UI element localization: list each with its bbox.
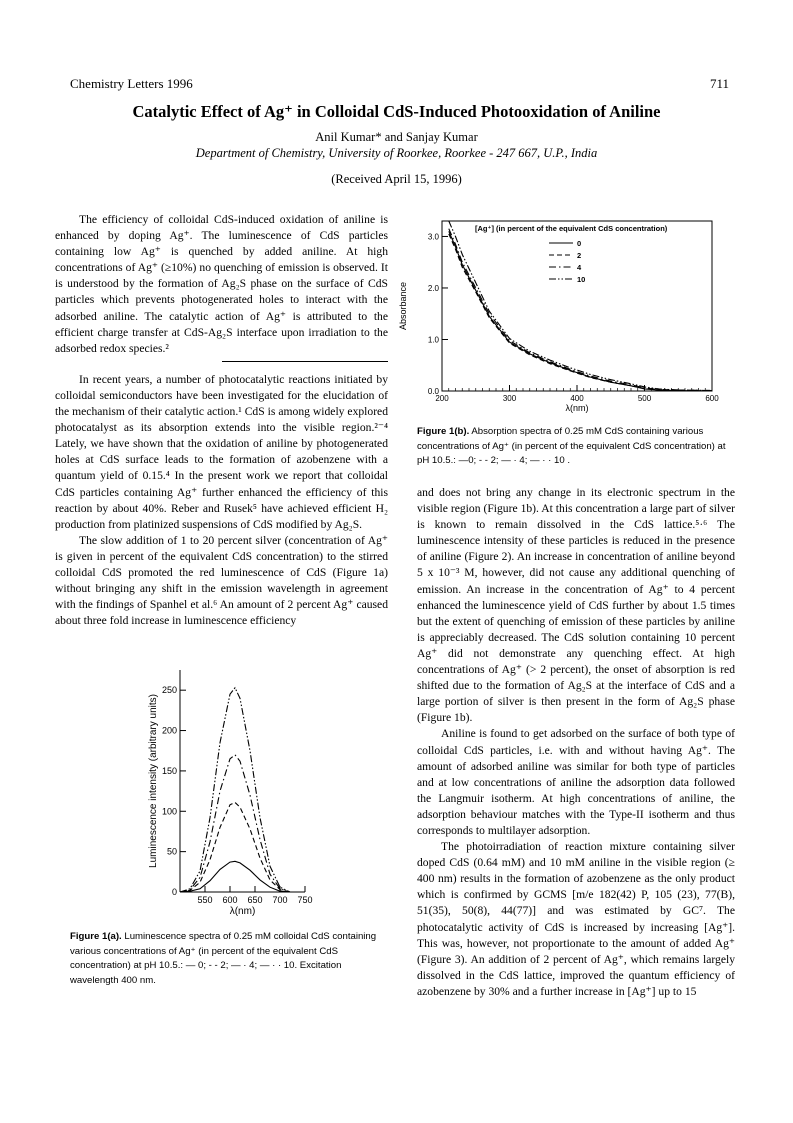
y-tick-label: 1.0 [427, 335, 439, 345]
y-axis-label: Luminescence intensity (arbitrary units) [148, 694, 159, 868]
x-tick-label: 650 [247, 895, 263, 905]
y-axis-label: Absorbance [398, 281, 408, 331]
body-paragraph: The photoirradiation of reaction mixture containing silver doped CdS (0.64 mM) and 10 mM aniline in the visible region (≥ 400 nm) results in the formation of azobenzene as the only product which is confirmed by GCMS [m/e 182(42) P, 105 (23), 77(B), 51(35), 50(8), 44(77)] and was estimated by GC⁷. The photocatalytic activity of CdS is increased by increasing [Ag⁺]. This was, however, not proportionate to the amount of added Ag⁺ (Figure 3). An addition of 2 percent of Ag⁺, which remains largely dissolved in the CdS lattice, improved the quantum efficiency of azobenzene by 30% and a further increase in [Ag⁺] up to 15 [417, 840, 735, 998]
left-column [55, 212, 388, 629]
x-tick-label: 500 [637, 394, 652, 403]
x-axis-label: λ(nm) [229, 906, 256, 917]
x-tick-label: 700 [272, 895, 288, 905]
series-line-4 [180, 755, 290, 892]
body-paragraph: and does not bring any change in its electronic spectrum in the visible region (Figure 1b). At this concentration a large part of silver is known to remain dissolved in the CdS lattice.⁵·⁶ The luminescence intensity of these particles is reduced in the presence of aniline (Figure 2). An increase in concentration of aniline beyond 5 x 10⁻³ M, however, did not cause any additional quenching of emission. An increase in the concentration of Ag⁺ to 4 percent enhanced the luminescence yield of CdS further by about 1.5 times but the extent of quenching of emission of these particles by aniline is appreciably decreased. The CdS solution containing 10 percent Ag⁺ did not demonstrate any quenching effect. At high concentrations of Ag⁺ (> 2 percent), the onset of absorption is red shifted due to the formation of Ag₂S at the interface of CdS and a large portion of silver is then present in the form of Ag₂S phase (Figure 1b). [417, 486, 735, 725]
y-tick-label: 0 [171, 887, 177, 897]
abstract-rule [222, 361, 389, 362]
article-title: Catalytic Effect of Ag⁺ in Colloidal CdS-Induced Photooxidation of Aniline [132, 102, 661, 121]
body-paragraph: In recent years, a number of photocatalytic reactions initiated by colloidal semiconductors have been investigated for the elucidation of the mechanism of their catalytic action.¹ CdS is among widely explored photocatalyst as its absorption extends into the visible region.²⁻⁴ Lately, we have shown that the oxidation of aniline by photogenerated holes at CdS surface leads to the formation of azobenzene with a quantum yield of 0.15.⁴ In the present work we report that colloidal CdS particles containing Ag⁺ further enhanced the efficiency of this reaction by about 40%. Reber and Rusek⁵ have achieved efficient H₂ production from platinized suspensions of CdS modified by Ag₂S. [55, 372, 388, 531]
figure-1b-chart [397, 213, 727, 423]
x-tick-label: 600 [705, 394, 719, 403]
authors: Anil Kumar* and Sanjay Kumar [315, 130, 478, 144]
figure-1a-caption [70, 930, 390, 988]
y-tick-label: 150 [161, 765, 177, 776]
y-tick-label: 100 [161, 806, 177, 817]
affiliation: Department of Chemistry, University of Roorkee, Roorkee - 247 667, U.P., India [195, 146, 598, 160]
y-tick-label: 50 [166, 846, 177, 857]
x-axis-label: λ(nm) [565, 403, 589, 413]
received-date: (Received April 15, 1996) [331, 172, 462, 186]
figure-1a-plot [148, 670, 313, 917]
figure-1b-caption [417, 425, 737, 469]
legend-title: [Ag⁺] (in percent of the equivalent CdS concentration) [475, 224, 668, 233]
y-tick-label: 250 [161, 685, 177, 696]
legend-label: 4 [577, 263, 582, 272]
x-tick-label: 400 [570, 394, 584, 403]
running-head-journal: Chemistry Letters 1996 [70, 76, 193, 91]
x-tick-label: 750 [297, 895, 313, 905]
legend-label: 2 [577, 251, 582, 260]
legend-label: 10 [577, 275, 586, 284]
y-tick-label: 2.0 [427, 283, 439, 293]
figure-1a-chart [148, 660, 328, 930]
x-tick-label: 550 [197, 895, 213, 905]
x-tick-label: 200 [435, 394, 449, 403]
figure-1b-caption-label: Figure 1(b). [417, 426, 470, 437]
y-tick-label: 0.0 [427, 387, 439, 396]
series-line-0 [180, 861, 290, 892]
x-tick-label: 300 [502, 394, 517, 403]
figure-1b-caption-text: Absorption spectra of 0.25 mM CdS containing various concentrations of Ag⁺ (in percent of the equivalent CdS concentration) at pH 10.5.: —0; - - 2; — · 4; — · · 10 . [417, 426, 726, 466]
legend-label: 0 [577, 239, 582, 248]
figure-1a-caption-text: Luminescence spectra of 0.25 mM colloidal CdS containing various concentrations of Ag⁺ (in percent of the equivalent CdS concentration) at pH 10.5.: — 0; - - 2; — · 4; — · · 10. Excitation wavelength 400 nm. [70, 931, 377, 986]
y-tick-label: 200 [161, 725, 177, 736]
body-paragraph: Aniline is found to get adsorbed on the surface of both type of colloidal CdS particles, i.e. with and without having Ag⁺. The amount of adsorbed aniline was similar for both type of particles and at low concentrations of aniline the adsorption data followed the Langmuir isotherm. At high concentrations of aniline, the adsorption behaviour matches with the Type-II isotherm and thus corresponds to multilayer adsorption. [417, 727, 735, 837]
right-column [417, 485, 735, 1000]
figure-1b-plot [398, 221, 719, 413]
x-tick-label: 600 [222, 895, 238, 905]
body-paragraph: The slow addition of 1 to 20 percent silver (concentration of Ag⁺ is given in percent of the equivalent CdS concentration) to the stirred colloidal CdS promoted the red luminescence of CdS (Figure 1a) without bringing any shift in the emission wavelength in agreement with the findings of Spanhel et al.⁶ An amount of 2 percent Ag⁺ caused about three fold increase in luminescence efficiency [55, 533, 388, 628]
page-number: 711 [710, 76, 730, 91]
abstract: The efficiency of colloidal CdS-induced oxidation of aniline is enhanced by doping Ag⁺. The luminescence of CdS particles containing low Ag⁺ is quenched by added aniline. At high concentrations of Ag⁺ (≥10%) no quenching of emission is observed. It is understood by the formation of Ag₂S phase on the surface of CdS particles which prevents photogenerated holes to interact with the adsorbed aniline. The catalytic action of Ag⁺ is attributed to the efficient charge transfer at CdS-Ag₂S interface upon irradiation to the adsorbed redox species.² [55, 213, 388, 355]
figure-1a-caption-label: Figure 1(a). [70, 931, 122, 942]
y-tick-label: 3.0 [427, 232, 439, 242]
